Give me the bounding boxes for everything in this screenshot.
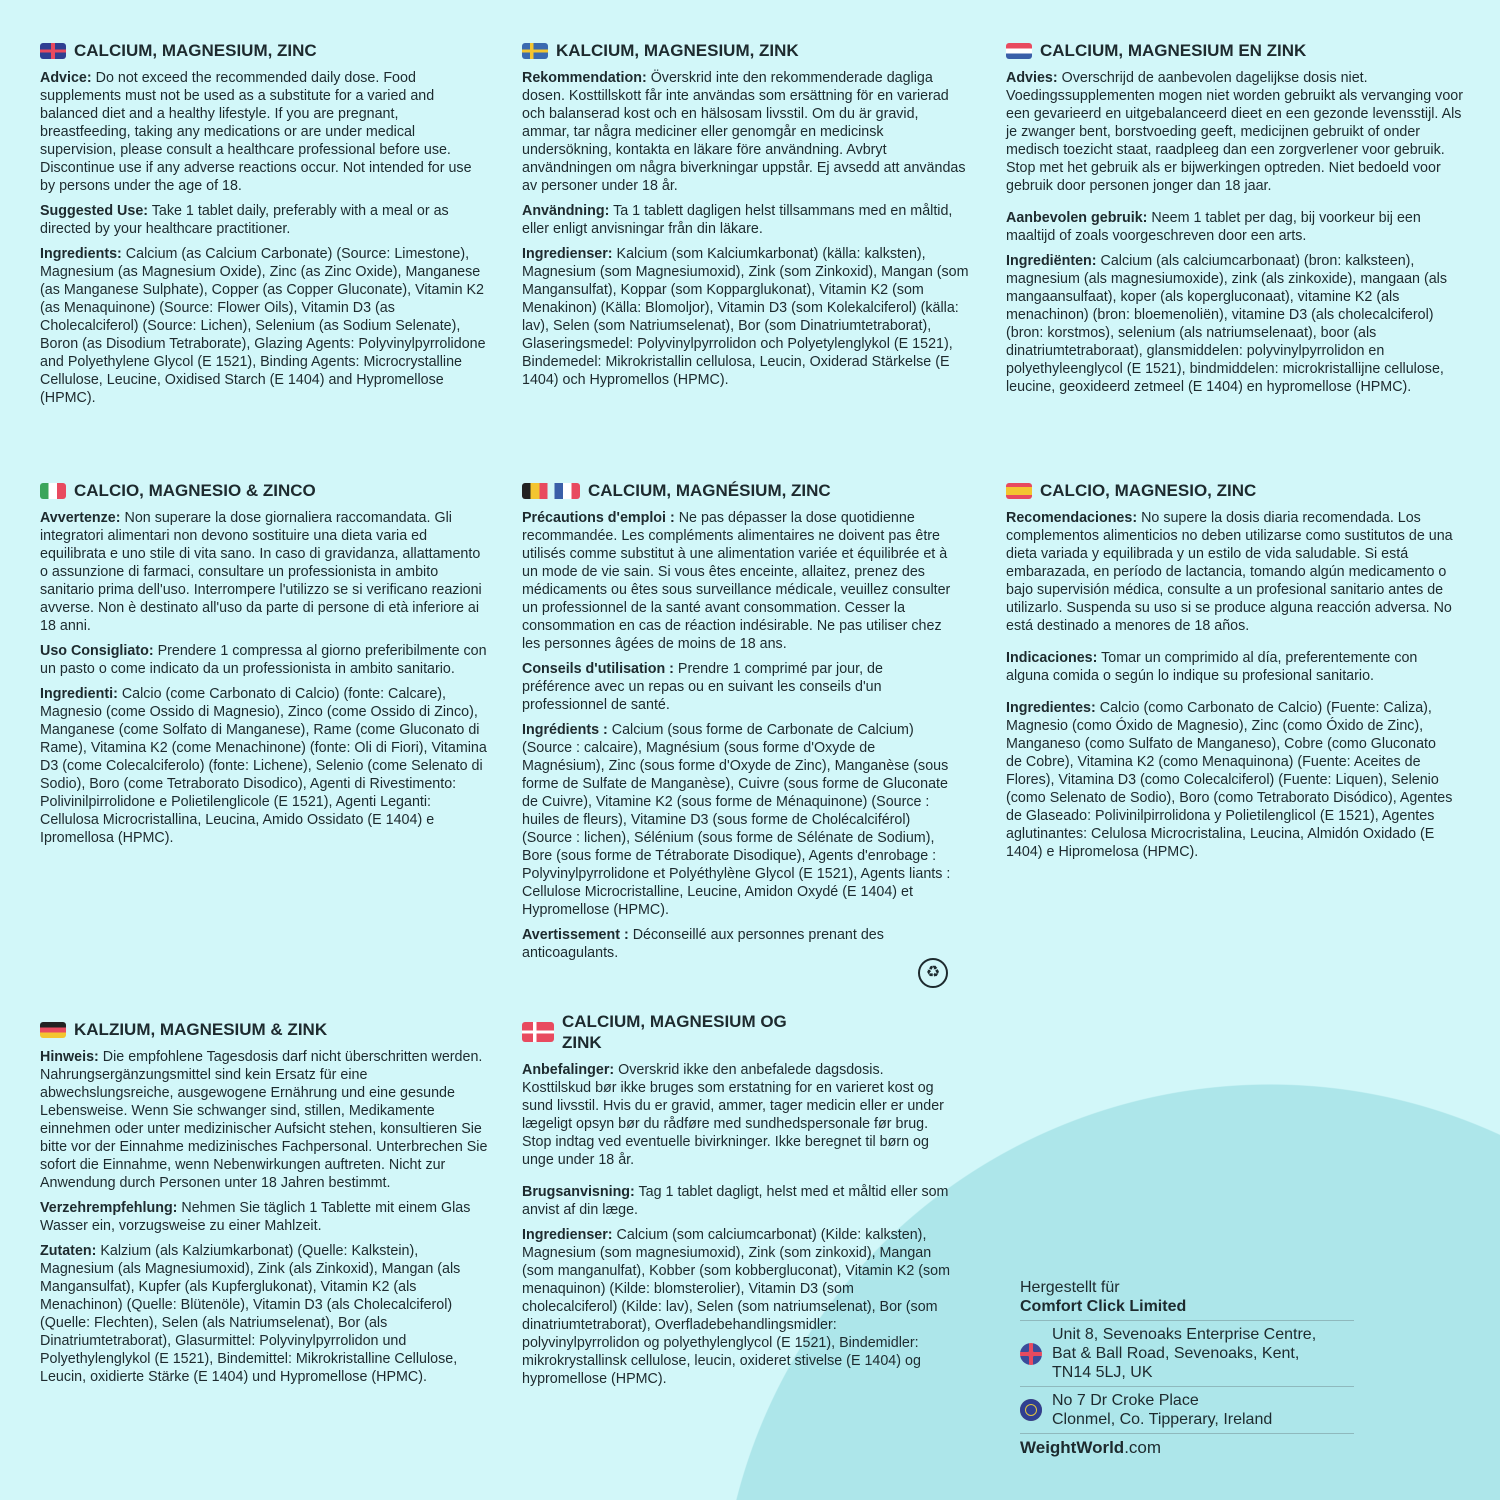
website bbox=[1020, 1433, 1354, 1461]
paragraph-label: Advice: bbox=[40, 70, 92, 86]
section-title bbox=[522, 1011, 952, 1053]
paragraph-text: Ne pas dépasser la dose quotidienne recommandée. Les compléments alimentaires ne doivent pas être utilisés comme substitut à une alimentation variée et équilibrée et à un mode de vie sain. Si vous êtes enceinte, allaitez, prenez des médicaments ou êtes sous surveillance médicale, veuillez consulter un professionnel de la santé avant consommation. Cesser la consommation en cas de réaction indésirable. Ne pas utiliser chez les personnes âgées de moins de 18 ans. bbox=[522, 510, 951, 652]
paragraph-label: Ingrediënten: bbox=[1006, 253, 1097, 269]
paragraph bbox=[1006, 509, 1454, 635]
paragraph-text: Tomar un comprimido al día, preferentemente con alguna comida o según lo indique su profesional sanitario. bbox=[1006, 650, 1418, 684]
eu-address bbox=[1020, 1386, 1354, 1433]
paragraph-text: No supere la dosis diaria recomendada. Los complementos alimenticios no deben utilizarse como sustitutos de una dieta variada y equilibrada y un estilo de vida saludable. Si está embarazada, en período de lactancia, tomando algún medicamento o bajo supervisión médica, consulte a un profesional sanitario antes de utilizarlo. Suspenda su uso si se produce alguna reacción adversa. No está destinado a menores de 18 años. bbox=[1006, 510, 1453, 634]
uk-flag-icon bbox=[1020, 1343, 1042, 1365]
es-flag-icon bbox=[1006, 483, 1032, 499]
paragraph-text: Calcio (come Carbonato di Calcio) (fonte: Calcare), Magnesio (come Ossido di Magnesio), Zinco (come Ossido di Zinco), Manganese (come Solfato di Manganese), Rame (come Gluconato di Rame), Vitamina K2 (come Menachinone) (fonte: Oli di Fiori), Vitamina D3 (come Colecalciferolo) (fonte: Lichene), Selenio (come Selenato di Sodio), Boro (come Tetraborato Disodico), Agenti di Rivestimento: Polivinilpirrolidone e Polietilenglicole (E 1521), Agenti Leganti: Cellulosa Microcristallina, Leucina, Amido Ossidato (E 1404) e Ipromellosa (HPMC). bbox=[40, 686, 487, 846]
paragraph bbox=[40, 1199, 488, 1235]
paragraph-label: Uso Consigliato: bbox=[40, 643, 154, 659]
paragraph-label: Ingredients: bbox=[40, 246, 122, 262]
section-it bbox=[40, 480, 488, 854]
paragraph-label: Ingredientes: bbox=[1006, 700, 1096, 716]
paragraph-text: Take 1 tablet daily, preferably with a meal or as directed by your healthcare practitioner. bbox=[40, 203, 449, 237]
paragraph bbox=[1006, 649, 1454, 685]
section-title-text: KALZIUM, MAGNESIUM & ZINK bbox=[74, 1020, 328, 1039]
paragraph-text: Neem 1 tablet per dag, bij voorkeur bij een maaltijd of zoals voorgeschreven door een arts. bbox=[1006, 210, 1421, 244]
paragraph-text: Calcium (som calciumcarbonat) (Kilde: kalksten), Magnesium (som magnesiumoxid), Zink (som zinkoxid), Mangan (som manganulfat), Kobber (som kobbergluconat), Vitamin K2 (som menaquinon) (Kilde: blomsterolier), Vitamin D3 (som cholecalciferol) (Kilde: lav), Selen (som natriumselenat), Bor (som dinatriumtetraborat), Overfladebehandlingsmidler: polyvinylpyrrolidon og polyethylenglycol (E 1521), Bindemidler: mikrokrystallinsk cellulose, leucin, oxideret stivelse (E 1404) og hypromellose (HPMC). bbox=[522, 1227, 951, 1387]
paragraph-label: Anbefalinger: bbox=[522, 1062, 615, 1078]
paragraph-text: Calcium (sous forme de Carbonate de Calcium) (Source : calcaire), Magnésium (sous forme d'Oxyde de Magnésium), Zinc (sous forme d'Oxyde de Zinc), Manganèse (sous forme de Sulfate de Manganèse), Cuivre (sous forme de Gluconate de Cuivre), Vitamine K2 (sous forme de Ménaquinone) (Source : huiles de fleurs), Vitamine D3 (sous forme de Cholécalciférol) (Source : lichen), Sélénium (sous forme de Sélénate de Sodium), Bore (sous forme de Tétraborate Disodique), Agents d'enrobage : Polyvinylpyrrolidone et Polyéthylène Glycol (E 1521), Agents liants : Cellulose Microcristalline, Leucine, Amidon Oxydé (E 1404) et Hypromellose (HPMC). bbox=[522, 722, 951, 918]
paragraph-label: Användning: bbox=[522, 203, 610, 219]
uk-address bbox=[1020, 1320, 1354, 1386]
address-line: No 7 Dr Croke Place bbox=[1052, 1392, 1199, 1409]
section-dk bbox=[522, 1011, 952, 1395]
section-title bbox=[40, 1019, 488, 1040]
uk-flag-icon bbox=[40, 43, 66, 59]
section-title bbox=[40, 40, 488, 61]
paragraph-label: Verzehrempfehlung: bbox=[40, 1200, 178, 1216]
paragraph-text: Die empfohlene Tagesdosis darf nicht überschritten werden. Nahrungsergänzungsmittel sind kein Ersatz für eine abwechslungsreiche, ausgewogene Ernährung und eine gesunde Lebensweise. Wenn Sie schwanger sind, stillen, Medikamente einnehmen oder unter medizinischer Aufsicht stehen, konsultieren Sie bitte vor der Einnahme medizinisches Fachpersonal. Unterbrechen Sie sofort die Einnahme, wenn Nebenwirkungen auftreten. Nicht zur Anwendung durch Personen unter 18 Jahren bestimmt. bbox=[40, 1049, 488, 1191]
section-title-text: CALCIO, MAGNESIO, ZINC bbox=[1040, 481, 1257, 500]
paragraph bbox=[40, 202, 488, 238]
paragraph bbox=[522, 926, 952, 962]
section-befr bbox=[522, 480, 952, 969]
paragraph-label: Conseils d'utilisation : bbox=[522, 661, 674, 677]
dk-flag-icon bbox=[522, 1022, 554, 1042]
paragraph-label: Ingredienser: bbox=[522, 246, 613, 262]
section-title bbox=[522, 480, 952, 501]
section-title-text: CALCIUM, MAGNÉSIUM, ZINC bbox=[588, 481, 831, 500]
section-uk bbox=[40, 40, 488, 414]
paragraph-label: Brugsanvisning: bbox=[522, 1184, 635, 1200]
section-title-text: CALCIUM, MAGNESIUM OG ZINK bbox=[562, 1012, 787, 1052]
section-title-text: CALCIUM, MAGNESIUM, ZINC bbox=[74, 41, 317, 60]
section-de bbox=[40, 1019, 488, 1393]
paragraph-label: Aanbevolen gebruik: bbox=[1006, 210, 1148, 226]
paragraph bbox=[522, 69, 970, 195]
paragraph bbox=[522, 509, 952, 653]
address-line: Clonmel, Co. Tipperary, Ireland bbox=[1052, 1411, 1273, 1428]
manufacturer-block bbox=[1020, 1278, 1354, 1461]
paragraph-text: Do not exceed the recommended daily dose. Food supplements must not be used as a substitute for a varied and balanced diet and a healthy lifestyle. If you are pregnant, breastfeeding, taking any medications or are under medical supervision, please consult a healthcare professional before use. Discontinue use if any adverse reactions occur. Not intended for use by persons under the age of 18. bbox=[40, 70, 472, 194]
paragraph bbox=[40, 69, 488, 195]
it-flag-icon bbox=[40, 483, 66, 499]
paragraph bbox=[522, 660, 952, 714]
address-line: Bat & Ball Road, Sevenoaks, Kent, bbox=[1052, 1345, 1300, 1362]
paragraph bbox=[522, 1226, 952, 1388]
paragraph bbox=[522, 721, 952, 919]
section-se bbox=[522, 40, 970, 396]
paragraph-text: Nehmen Sie täglich 1 Tablette mit einem Glas Wasser ein, vorzugsweise zu einer Mahlzeit. bbox=[40, 1200, 471, 1234]
section-title bbox=[522, 40, 970, 61]
paragraph-text: Prendre 1 comprimé par jour, de préférence avec un repas ou en suivant les conseils d'un professionnel de santé. bbox=[522, 661, 883, 713]
section-title-text: CALCIUM, MAGNESIUM EN ZINK bbox=[1040, 41, 1307, 60]
paragraph bbox=[40, 685, 488, 847]
section-title bbox=[1006, 40, 1464, 61]
paragraph-text: Calcio (como Carbonato de Calcio) (Fuente: Caliza), Magnesio (como Óxido de Magnesio), Zinc (como Óxido de Zinc), Manganeso (como Sulfato de Manganeso), Cobre (como Gluconato de Cobre), Vitamina K2 (como Menaquinona) (Fuente: Aceites de Flores), Vitamina D3 (como Colecalciferol) (Fuente: Liquen), Selenio (como Selenato de Sodio), Boro (como Tetraborato Disódico), Agentes de Glaseado: Polivinilpirrolidona y Polietilenglicol (E 1521), Agentes aglutinantes: Celulosa Microcristalina, Leucina, Almidón Oxidado (E 1404) e Hipromelosa (HPMC). bbox=[1006, 700, 1453, 860]
paragraph-text: Overschrijd de aanbevolen dagelijkse dosis niet. Voedingssupplementen mogen niet worden gebruikt als vervanging voor een gevarieerd en uitgebalanceerd dieet en een gezonde levensstijl. Als je zwanger bent, borstvoeding geeft, medicijnen gebruikt of onder medisch toezicht staat, raadpleeg dan een zorgverlener voor gebruik. Stop met het gebruik als er bijwerkingen optreden. Niet bedoeld voor gebruik door personen jonger dan 18 jaar. bbox=[1006, 70, 1463, 194]
paragraph-label: Zutaten: bbox=[40, 1243, 97, 1259]
paragraph-text: Overskrid ikke den anbefalede dagsdosis. Kosttilskud bør ikke bruges som erstatning for en varieret kost og sund livsstil. Hvis du er gravid, ammer, tager medicin eller er under lægeligt opsyn bør du rådføre med sundhedspersonale før brug. Stop indtag ved eventuelle bivirkninger. Ikke beregnet til børn og unge under 18 år. bbox=[522, 1062, 944, 1168]
section-title bbox=[40, 480, 488, 501]
paragraph-label: Avertissement : bbox=[522, 927, 629, 943]
paragraph-text: Kalcium (som Kalciumkarbonat) (källa: kalksten), Magnesium (som Magnesiumoxid), Zink (som Zinkoxid), Mangan (som Mangansulfat), Koppar (som Kopparglukonat), Vitamin K2 (som Menakinon) (Källa: Blomoljor), Vitamin D3 (som Kolekalciferol) (källa: lav), Selen (som Natriumselenat), Bor (som Dinatriumtetraborat), Glaseringsmedel: Polyvinylpyrrolidon och Polyetylenglykol (E 1521), Bindemedel: Mikrokristallin cellulosa, Leucin, Oxiderad Stärkelse (E 1404) och Hypromellos (HPMC). bbox=[522, 246, 969, 388]
paragraph bbox=[522, 1061, 952, 1169]
paragraph bbox=[40, 1242, 488, 1386]
befr-flag-icon bbox=[522, 483, 580, 499]
paragraph-label: Rekommendation: bbox=[522, 70, 647, 86]
se-flag-icon bbox=[522, 43, 548, 59]
paragraph-label: Ingrédients : bbox=[522, 722, 608, 738]
section-title-text: KALCIUM, MAGNESIUM, ZINK bbox=[556, 41, 799, 60]
address-line: Unit 8, Sevenoaks Enterprise Centre, bbox=[1052, 1326, 1317, 1343]
section-title bbox=[1006, 480, 1454, 501]
paragraph bbox=[40, 1048, 488, 1192]
nl-flag-icon bbox=[1006, 43, 1032, 59]
paragraph-text: Överskrid inte den rekommenderade dagliga dosen. Kosttillskott får inte användas som ersättning för en varierad och balanserad kost och en hälsosam livsstil. Om du är gravid, ammar, tar några mediciner eller genomgår en medicinsk undersökning, kontakta en läkare före användning. Avbryt användningen om några biverkningar uppstår. Ej avsedd att användas av personer under 18 år. bbox=[522, 70, 966, 194]
paragraph-text: Déconseillé aux personnes prenant des anticoagulants. bbox=[522, 927, 884, 961]
paragraph bbox=[522, 202, 970, 238]
paragraph bbox=[40, 509, 488, 635]
paragraph-label: Ingredienti: bbox=[40, 686, 118, 702]
section-es bbox=[1006, 480, 1454, 868]
brand-name: WeightWorld bbox=[1020, 1438, 1125, 1457]
paragraph-text: Tag 1 tablet dagligt, helst med et måltid eller som anvist af din læge. bbox=[522, 1184, 949, 1218]
paragraph-text: Kalzium (als Kalziumkarbonat) (Quelle: Kalkstein), Magnesium (als Magnesiumoxid), Zink (als Zinkoxid), Mangan (als Mangansulfat), Kupfer (als Kupferglukonat), Vitamin K2 (als Menachinon) (Quelle: Blütenöle), Vitamin D3 (als Cholecalciferol) (Quelle: Flechten), Selen (als Natriumselenat), Bor (als Dinatriumtetraborat), Glasurmittel: Polyvinylpyrrolidon und Polyethylenglykol (E 1521), Bindemittel: Mikrokristalline Cellulose, Leucin, oxidierte Stärke (E 1404) und Hypromellose (HPMC). bbox=[40, 1243, 461, 1385]
paragraph-label: Ingredienser: bbox=[522, 1227, 613, 1243]
paragraph bbox=[40, 642, 488, 678]
de-flag-icon bbox=[40, 1022, 66, 1038]
paragraph-text: Non superare la dose giornaliera raccomandata. Gli integratori alimentari non devono sostituire una dieta varia ed equilibrata e uno stile di vita sano. In caso di gravidanza, allattamento o assunzione di farmaci, consultare un professionista in ambito sanitario prima dell'uso. Interrompere l'utilizzo se si verificano reazioni avverse. Non è destinato all'uso da parte di persone di età inferiore ai 18 anni. bbox=[40, 510, 482, 634]
recycle-triman-icon: ♻ bbox=[918, 958, 948, 988]
paragraph-label: Avvertenze: bbox=[40, 510, 121, 526]
paragraph bbox=[1006, 69, 1464, 195]
address-line: TN14 5LJ, UK bbox=[1052, 1364, 1153, 1381]
eu-flag-icon bbox=[1020, 1399, 1042, 1421]
paragraph bbox=[1006, 699, 1454, 861]
paragraph-text: Calcium (as Calcium Carbonate) (Source: Limestone), Magnesium (as Magnesium Oxide), Zinc (as Zinc Oxide), Manganese (as Manganese Sulphate), Copper (as Copper Gluconate), Vitamin K2 (as Menaquinone) (Source: Flower Oils), Vitamin D3 (as Cholecalciferol) (Source: Lichen), Selenium (as Sodium Selenate), Boron (as Disodium Tetraborate), Glazing Agents: Polyvinylpyrrolidone and Polyethylene Glycol (E 1521), Binding Agents: Microcrystalline Cellulose, Leucine, Oxidised Starch (E 1404) and Hypromellose (HPMC). bbox=[40, 246, 486, 406]
paragraph-label: Indicaciones: bbox=[1006, 650, 1098, 666]
paragraph-text: Prendere 1 compressa al giorno preferibilmente con un pasto o come indicato da un professionista in ambito sanitario. bbox=[40, 643, 487, 677]
company-name: Comfort Click Limited bbox=[1020, 1298, 1187, 1315]
paragraph bbox=[1006, 252, 1464, 396]
paragraph-label: Hinweis: bbox=[40, 1049, 99, 1065]
paragraph-label: Suggested Use: bbox=[40, 203, 149, 219]
brand-suffix: .com bbox=[1124, 1438, 1162, 1457]
paragraph-label: Recomendaciones: bbox=[1006, 510, 1138, 526]
paragraph-label: Précautions d'emploi : bbox=[522, 510, 675, 526]
paragraph-label: Advies: bbox=[1006, 70, 1058, 86]
section-title-text: CALCIO, MAGNESIO & ZINCO bbox=[74, 481, 316, 500]
manufacturer-intro: Hergestellt für bbox=[1020, 1279, 1120, 1296]
section-nl bbox=[1006, 40, 1464, 403]
paragraph-text: Ta 1 tablett dagligen helst tillsammans med en måltid, eller enligt anvisningar från din läkare. bbox=[522, 203, 953, 237]
paragraph-text: Calcium (als calciumcarbonaat) (bron: kalksteen), magnesium (als magnesiumoxide), zink (als zinkoxide), mangaan (als mangaansulfaat), koper (als kopergluconaat), vitamine K2 (als menachinon) (bron: bloemenoliën), vitamine D3 (als cholecalciferol) (bron: korstmos), selenium (als natriumselenaat), boor (als dinatriumtetraboraat), glansmiddelen: polyvinylpyrrolidon en polyethyleenglycol (E 1521), bindmiddelen: microkristallijne cellulose, leucine, geoxideerd zetmeel (E 1404) en hypromellose (HPMC). bbox=[1006, 253, 1448, 395]
paragraph bbox=[40, 245, 488, 407]
paragraph bbox=[522, 245, 970, 389]
paragraph bbox=[522, 1183, 952, 1219]
paragraph bbox=[1006, 209, 1464, 245]
